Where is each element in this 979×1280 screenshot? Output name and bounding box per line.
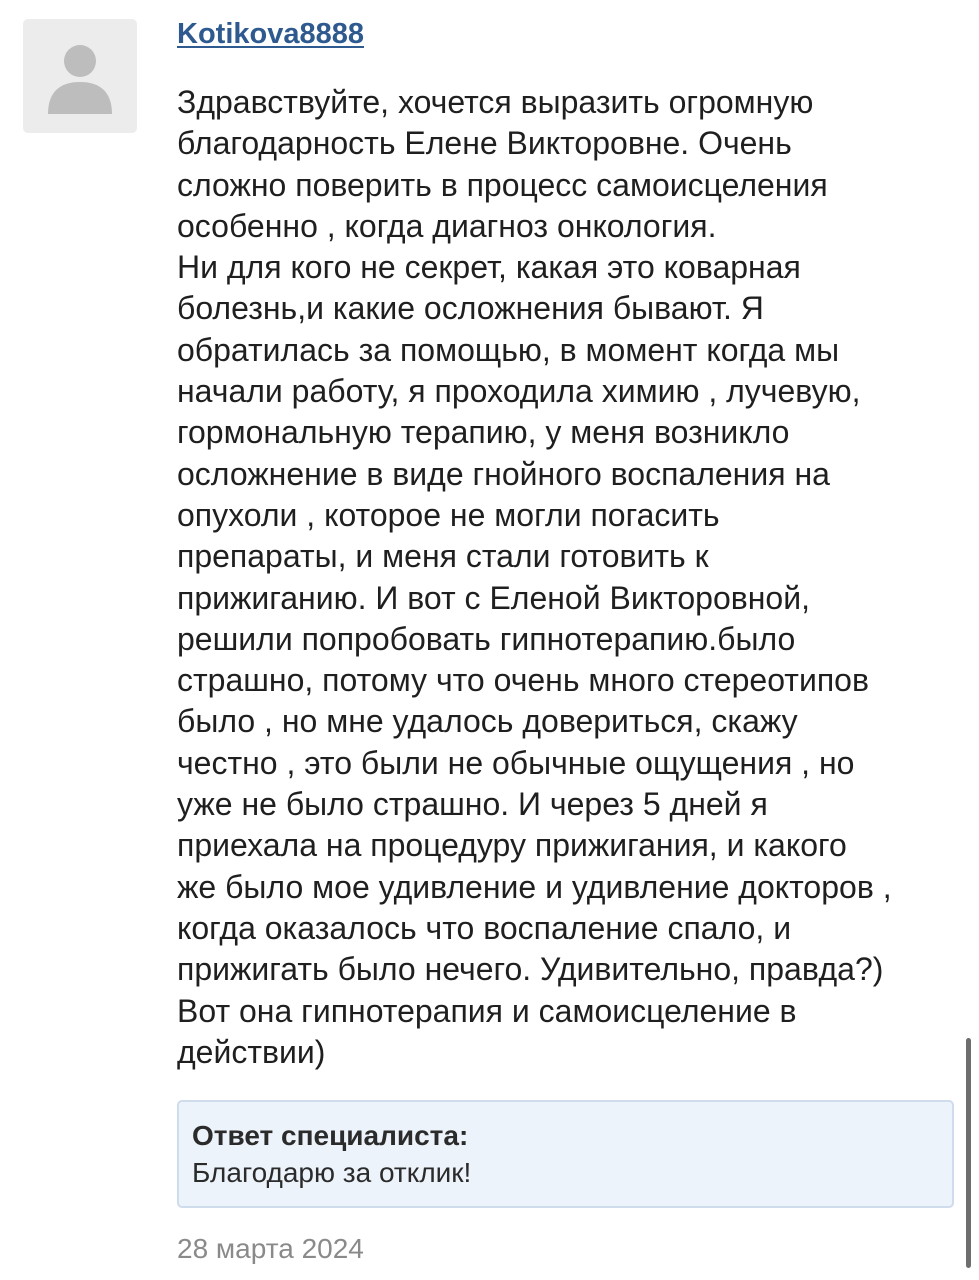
specialist-answer-title: Ответ специалиста: (192, 1120, 469, 1151)
avatar (23, 19, 137, 133)
review-content (177, 14, 962, 1073)
specialist-answer-text: Благодарю за отклик! (192, 1157, 472, 1188)
username-link[interactable]: Kotikova8888 (177, 18, 364, 50)
user-silhouette-icon (23, 19, 137, 133)
review-date: 28 марта 2024 (177, 1233, 364, 1264)
scrollbar[interactable] (966, 1038, 971, 1268)
specialist-answer-box (177, 1100, 954, 1208)
review-text: Здравствуйте, хочется выразить огромную благодарность Елене Викторовне. Очень сложно поверить в процесс самоисцеления особенно , когда диагноз онкология. Ни для кого не секрет, какая это коварная болезнь,и какие осложнения бывают. Я обратилась за помощью, в момент когда мы начали работу, я проходила химию , лучевую, гормональную терапию, у меня возникло осложнение в виде гнойного воспаления на опухоли , которое не могли погасить препараты, и меня стали готовить к прижиганию. И вот с Еленой Викторовной, решили попробовать гипнотерапию.было страшно, потому что очень много стереотипов было , но мне удалось довериться, скажу честно , это были не обычные ощущения , но уже не было страшно. И через 5 дней я приехала на процедуру прижигания, и какого же было мое удивление и удивление докторов , когда оказалось что воспаление спало, и прижигать было нечего. Удивительно, правда?) Вот она гипнотерапия и самоисцеление в действии) (177, 84, 892, 1070)
